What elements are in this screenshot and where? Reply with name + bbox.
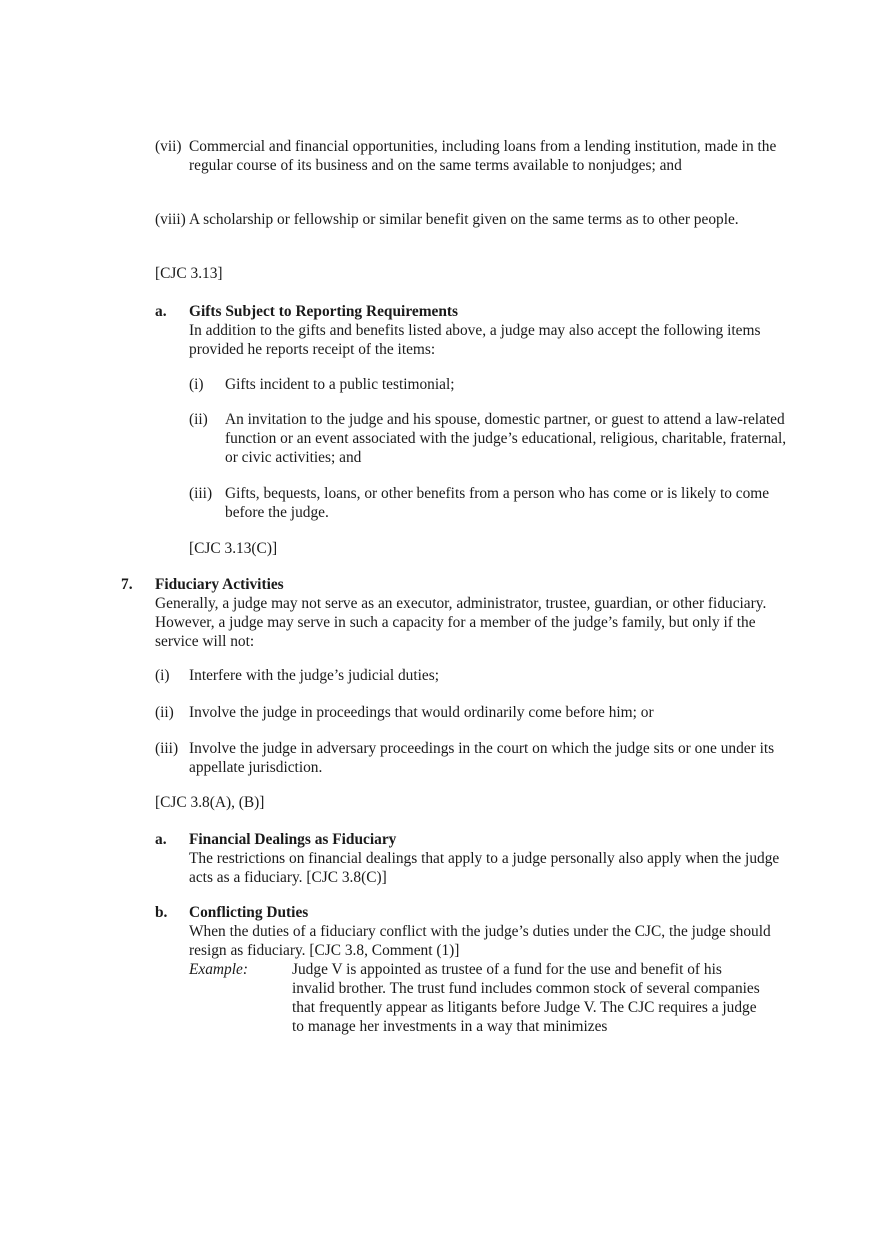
- citation: [CJC 3.13(C)]: [189, 540, 278, 557]
- item-text: Commercial and financial opportunities, including loans from a lending institution, made in the regular course of its business and on the same terms available to nonjudges; and: [189, 138, 777, 174]
- citation: [CJC 3.13]: [155, 265, 223, 282]
- subsection-letter: a.: [155, 831, 167, 848]
- section-number: 7.: [121, 576, 133, 593]
- item-label: (i): [155, 667, 170, 684]
- item-text: Interfere with the judge’s judicial duties;: [189, 667, 440, 684]
- subsection-body: When the duties of a fiduciary conflict with the judge’s duties under the CJC, the judge should resign as fiduciary. [CJC 3.8, Comment (1)]: [189, 923, 771, 959]
- item-text: Gifts, bequests, loans, or other benefits from a person who has come or is likely to come before the judge.: [225, 485, 770, 521]
- subsection-body: The restrictions on financial dealings that apply to a judge personally also apply when the judge acts as a fiduciary. [CJC 3.8(C)]: [189, 850, 780, 886]
- subsection-heading: Gifts Subject to Reporting Requirements: [189, 303, 459, 320]
- subsection-letter: b.: [155, 904, 168, 921]
- subsection-letter: a.: [155, 303, 167, 320]
- section-heading: Fiduciary Activities: [155, 576, 284, 593]
- item-label: (ii): [155, 704, 174, 721]
- item-label: (viii): [155, 211, 186, 228]
- item-label: (iii): [155, 740, 179, 757]
- citation: [CJC 3.8(A), (B)]: [155, 794, 265, 811]
- item-text: A scholarship or fellowship or similar benefit given on the same terms as to other people.: [189, 211, 739, 228]
- item-label: (iii): [189, 485, 213, 502]
- item-label: (vii): [155, 138, 182, 155]
- example-label: Example:: [189, 961, 248, 978]
- item-text: Gifts incident to a public testimonial;: [225, 376, 455, 393]
- subsection-heading: Conflicting Duties: [189, 904, 309, 921]
- item-text: Involve the judge in proceedings that would ordinarily come before him; or: [189, 704, 654, 721]
- item-label: (ii): [189, 411, 208, 428]
- example-text: Judge V is appointed as trustee of a fund for the use and benefit of his invalid brother. The trust fund includes common stock of several companies that frequently appear as litigants before Judge V. The CJC requires a judge to manage her investments in a way that minimizes: [292, 961, 760, 1035]
- subsection-body: In addition to the gifts and benefits listed above, a judge may also accept the following items provided he reports receipt of the items:: [189, 322, 761, 358]
- item-text: Involve the judge in adversary proceedings in the court on which the judge sits or one under its appellate jurisdiction.: [189, 740, 775, 776]
- item-text: An invitation to the judge and his spouse, domestic partner, or guest to attend a law-related function or an event associated with the judge’s educational, religious, charitable, fraternal, or civic activities; and: [225, 411, 787, 466]
- item-label: (i): [189, 376, 204, 393]
- section-body: Generally, a judge may not serve as an executor, administrator, trustee, guardian, or other fiduciary. However, a judge may serve in such a capacity for a member of the judge’s family, but only if the service will not:: [155, 595, 767, 650]
- subsection-heading: Financial Dealings as Fiduciary: [189, 831, 397, 848]
